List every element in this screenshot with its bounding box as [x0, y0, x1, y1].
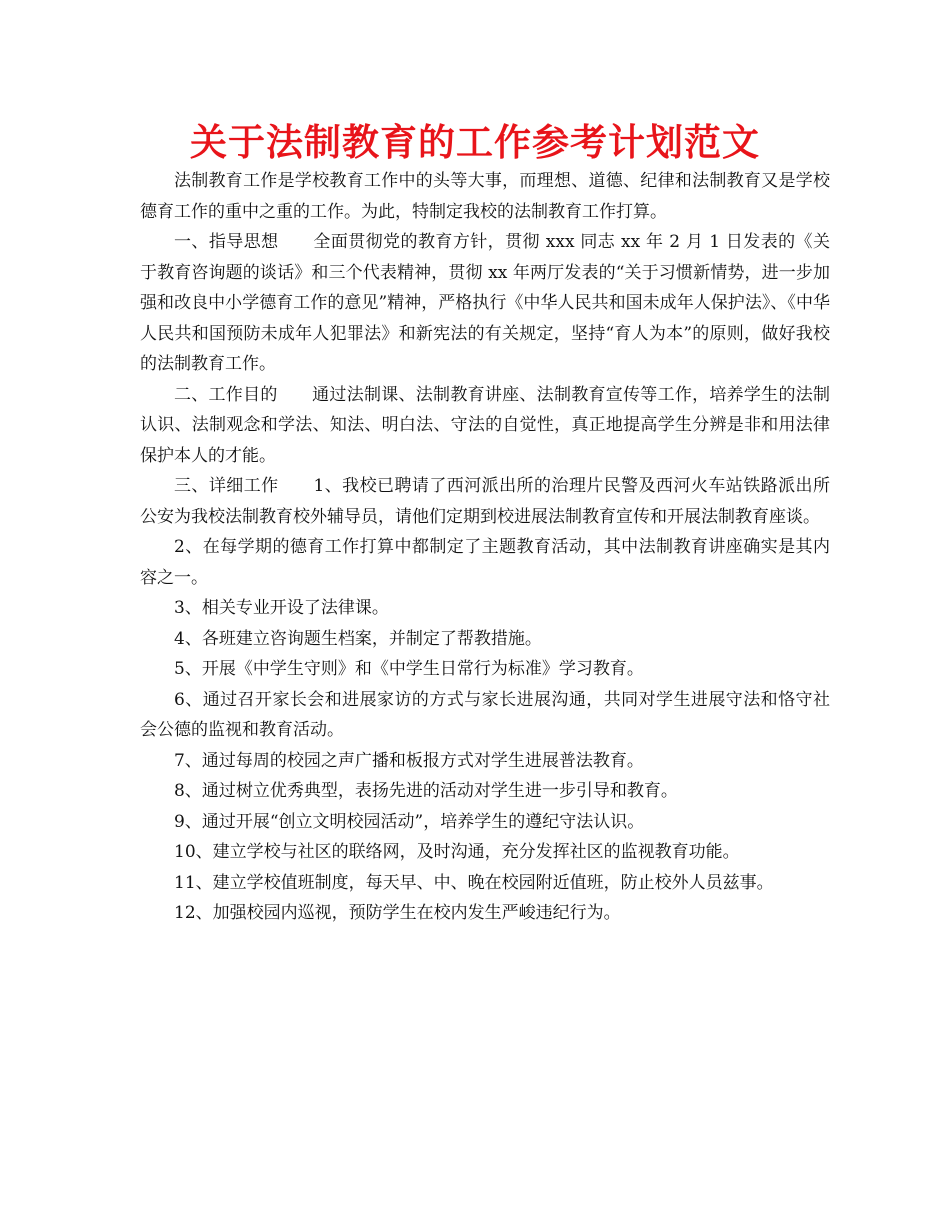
list-item: 10、建立学校与社区的联络网，及时沟通，充分发挥社区的监视教育功能。 — [174, 842, 740, 862]
list-item: 6、通过召开家长会和进展家访的方式与家长进展沟通，共同对学生进展守法和恪守社会公德的监视和教育活动。 — [140, 689, 830, 740]
list-item: 5、开展《中学生守则》和《中学生日常行为标准》学习教育。 — [174, 659, 644, 679]
list-item: 9、通过开展“创立文明校园活动”，培养学生的遵纪守法认识。 — [174, 811, 645, 832]
paragraph-intro: 法制教育工作是学校教育工作中的头等大事，而理想、道德、纪律和法制教育又是学校德育工作的重中之重的工作。为此，特制定我校的法制教育工作打算。 — [140, 171, 830, 222]
list-item: 11、建立学校值班制度，每天早、中、晚在校园附近值班，防止校外人员兹事。 — [174, 872, 774, 893]
paragraph-detailed-work: 三、详细工作 1、我校已聘请了西河派出所的治理片民警及西河火车站铁路派出所公安为我校法制教育校外辅导员，请他们定期到校进展法制教育宣传和开展法制教育座谈。 — [140, 476, 830, 527]
list-item: 4、各班建立咨询题生档案，并制定了帮教措施。 — [174, 628, 542, 649]
paragraph-work-goal: 二、工作目的 通过法制课、法制教育讲座、法制教育宣传等工作，培养学生的法制认识、法制观念和学法、知法、明白法、守法的自觉性，真正地提高学生分辨是非和用法律保护本人的才能。 — [140, 384, 830, 466]
document-body — [140, 166, 830, 929]
paragraph-guiding-thought: 一、指导思想 全面贯彻党的教育方针，贯彻 xxx 同志 xx 年 2 月 1 日发表的《关于教育咨询题的谈话》和三个代表精神，贯彻 xx 年两厅发表的“关于习惯新情势，进一步加强和改良中小学德育工作的意见”精神，严格执行《中华人民共和国未成年人保护法》、《中华人民共和国预防未成年人犯罪法》和新宪法的有关规定，坚持“育人为本”的原则，做好我校的法制教育工作。 — [140, 232, 830, 374]
list-item: 3、相关专业开设了法律课。 — [174, 598, 389, 618]
list-item: 12、加强校园内巡视，预防学生在校内发生严峻违纪行为。 — [174, 903, 621, 923]
document-title: 关于法制教育的工作参考计划范文 — [190, 121, 760, 164]
list-item: 2、在每学期的德育工作打算中都制定了主题教育活动，其中法制教育讲座确实是其内容之一。 — [140, 537, 830, 588]
list-item: 7、通过每周的校园之声广播和板报方式对学生进展普法教育。 — [174, 750, 644, 771]
list-item: 8、通过树立优秀典型，表扬先进的活动对学生进一步引导和教育。 — [174, 781, 678, 801]
